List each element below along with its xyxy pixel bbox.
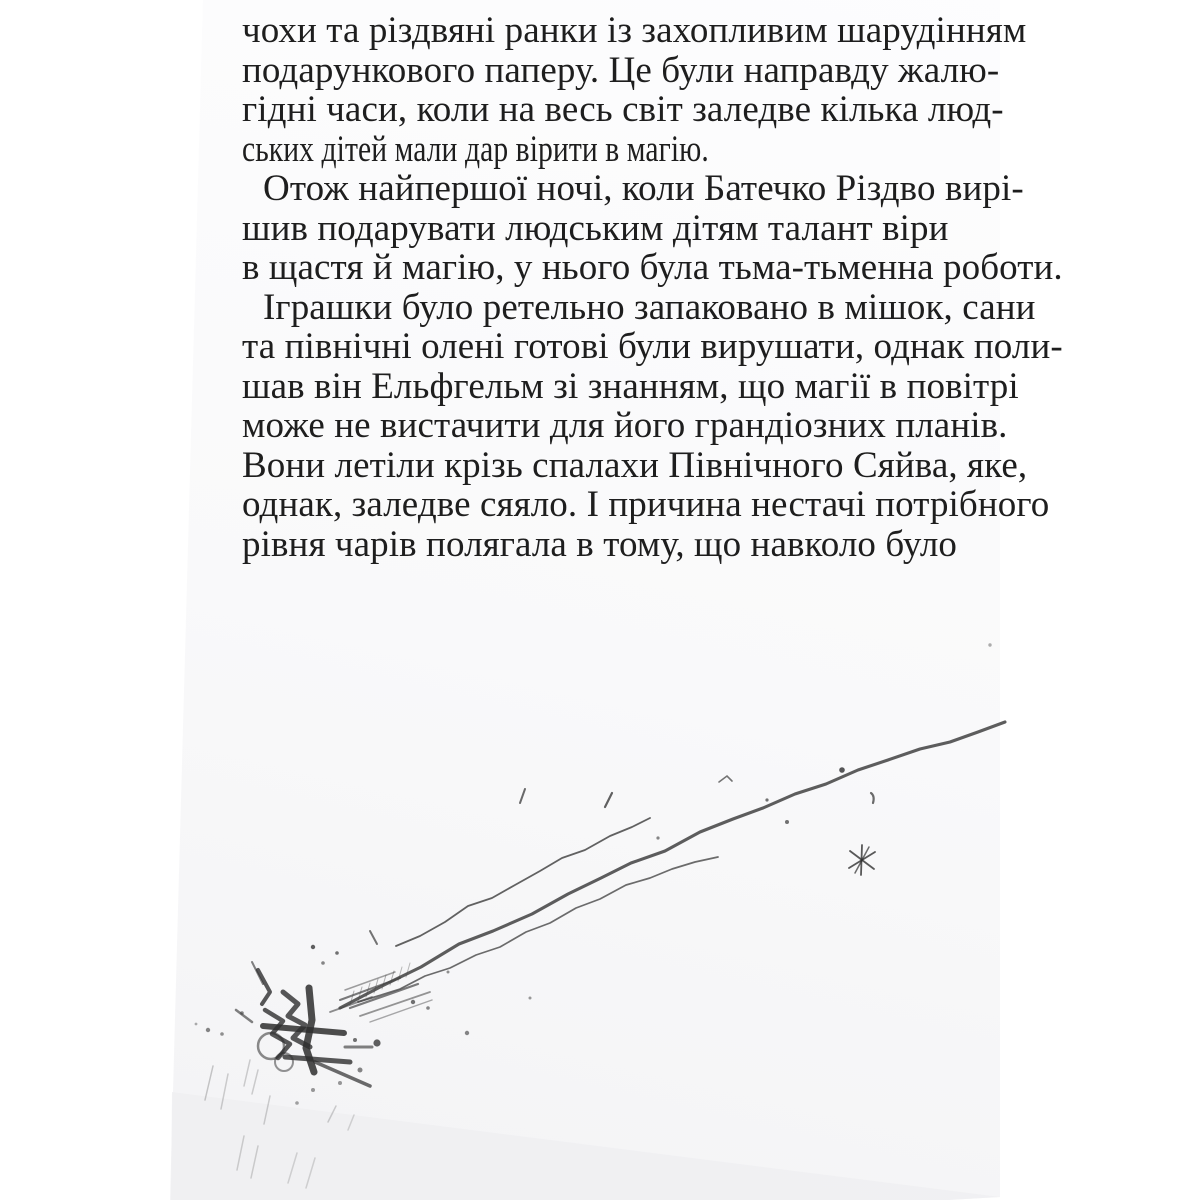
faint-hatch-marks — [205, 1060, 354, 1188]
ink-specks — [195, 643, 992, 1104]
text-line: може не вистачити для його грандіозних планів. — [242, 405, 1008, 446]
text-line: шав він Ельфгельм зі знанням, що магії в повітрі — [242, 365, 1019, 407]
trail-upper-line — [396, 818, 650, 946]
text-line: рівня чарів полягала в тому, що навколо було — [242, 523, 958, 565]
text-line: Іграшки було ретельно запаковано в мішок, сани — [263, 286, 1036, 328]
text-line: в щастя й магію, у нього була тьма-тьменна роботи. — [242, 247, 1063, 288]
text-line: Вони летіли крізь спалахи Північного Сяйва, яке, — [242, 444, 1028, 486]
ink-dashes — [370, 776, 874, 944]
text-line: гідні часи, коли на весь світ заледве кілька люд- — [242, 89, 1004, 130]
trail-main-line — [340, 722, 1005, 1008]
crash-burst — [236, 962, 372, 1086]
skid-streaks — [330, 963, 432, 1022]
text-line: шив подарувати людським дітям талант віри — [242, 207, 949, 249]
text-line: Отож найпершої ночі, коли Батечко Різдво вирі- — [263, 168, 1024, 209]
trail-lower-line — [358, 857, 718, 1002]
text-line: та північні олені готові були вирушати, однак поли- — [242, 326, 1063, 367]
star-speck — [849, 845, 875, 875]
text-line: ських дітей мали дар вірити в магію. — [242, 128, 709, 170]
text-line: чохи та різдвяні ранки із захопливим шарудінням — [242, 10, 1027, 51]
text-line: подарункового паперу. Це були направду жалю- — [242, 49, 1000, 91]
text-line: однак, заледве сяяло. І причина нестачі потрібного — [242, 484, 1050, 525]
